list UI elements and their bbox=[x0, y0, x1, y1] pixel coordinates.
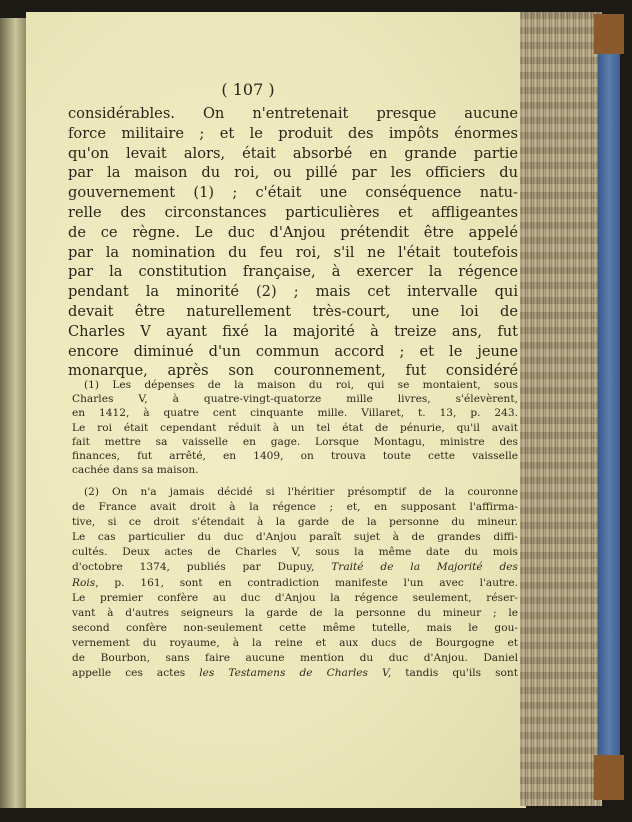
footnote-line: Charles V, à quatre-vingt-quatorze mille livres, s'élevèrent, bbox=[72, 393, 518, 406]
footnote-line: fait mettre sa vaisselle en gage. Lorsque Montagu, ministre des bbox=[72, 435, 518, 448]
footnote-2 bbox=[72, 485, 518, 681]
footnote-line: de France avait droit à la régence ; et, en supposant l'affirma- bbox=[72, 501, 518, 514]
cover-corner-bottom bbox=[594, 755, 624, 800]
footnote-line: tive, si ce droit s'étendait à la garde de la personne du mineur. bbox=[72, 516, 518, 529]
text-line: relle des circonstances particulières et affligeantes bbox=[68, 203, 518, 221]
footnote-text: tandis qu'ils sont bbox=[391, 667, 518, 680]
text-line: de ce règne. Le duc d'Anjou prétendit être appelé bbox=[68, 223, 518, 241]
text-line: par la nomination du feu roi, s'il ne l'était toutefois bbox=[68, 243, 518, 261]
footnote-line: Le premier confère au duc d'Anjou la régence seulement, réser- bbox=[72, 591, 518, 604]
footnote-line: cultés. Deux actes de Charles V, sous la même date du mois bbox=[72, 546, 518, 559]
footnote-line: vernement du royaume, à la reine et aux ducs de Bourgogne et bbox=[72, 636, 518, 649]
footnote-line: Le roi était cependant réduit à un tel état de pénurie, qu'il avait bbox=[72, 421, 518, 434]
text-line: considérables. On n'entretenait presque aucune bbox=[68, 105, 518, 122]
text-line: encore diminué d'un commun accord ; et le jeune bbox=[68, 342, 518, 360]
footnote-line: de Bourbon, sans faire aucune mention du duc d'Anjou. Daniel bbox=[72, 652, 518, 665]
cover-corner-top bbox=[594, 14, 624, 54]
page-block-shading bbox=[520, 12, 602, 806]
footnote-line bbox=[72, 560, 518, 575]
footnote-text: appelle ces actes bbox=[72, 667, 200, 680]
text-line: par la constitution française, à exercer la régence bbox=[68, 263, 518, 281]
facing-page-edge bbox=[0, 18, 26, 808]
main-text bbox=[68, 104, 518, 381]
text-line: qu'on levait alors, était absorbé en grande partie bbox=[68, 144, 518, 162]
text-line: gouvernement (1) ; c'était une conséquence natu- bbox=[68, 184, 518, 202]
footnote-line: (2) On n'a jamais décidé si l'héritier présomptif de la couronne bbox=[84, 486, 518, 498]
footnote-text: d'octobre 1374, publiés par Dupuy, bbox=[72, 561, 332, 574]
footnote-line: (1) Les dépenses de la maison du roi, qui se montaient, sous bbox=[84, 379, 518, 391]
book-title-italic: Rois bbox=[72, 576, 96, 589]
book-cover bbox=[598, 40, 620, 770]
book-title-italic: Traité de la Majorité des bbox=[331, 561, 518, 574]
footnote-1 bbox=[72, 378, 518, 477]
footnote-line: second confère non-seulement cette même tutelle, mais le gou- bbox=[72, 621, 518, 634]
text-line: par la maison du roi, ou pillé par les officiers du bbox=[68, 164, 518, 182]
footnote-line bbox=[72, 666, 518, 681]
footnote-line: Le cas particulier du duc d'Anjou paraît sujet à de grandes diffi- bbox=[72, 531, 518, 544]
page-number: ( 107 ) bbox=[221, 80, 275, 99]
text-line: pendant la minorité (2) ; mais cet intervalle qui bbox=[68, 283, 518, 301]
footnote-line: vant à d'autres seigneurs la garde de la personne du mineur ; le bbox=[72, 606, 518, 619]
footnote-text: , p. 161, sont en contradiction manifeste l'un avec l'autre. bbox=[95, 576, 518, 589]
text-line: force militaire ; et le produit des impôts énormes bbox=[68, 124, 518, 142]
footnote-line: en 1412, à quatre cent cinquante mille. Villaret, t. 13, p. 243. bbox=[72, 407, 518, 420]
text-line: monarque, après son couronnement, fut considéré bbox=[68, 362, 518, 380]
text-line: devait être naturellement très-court, une loi de bbox=[68, 302, 518, 320]
footnote-line: finances, fut arrêté, en 1409, on trouva toute cette vaisselle bbox=[72, 449, 518, 462]
footnote-line: cachée dans sa maison. bbox=[72, 464, 199, 477]
footnote-line bbox=[72, 576, 518, 591]
book-title-italic: les Testamens de Charles V, bbox=[199, 667, 392, 680]
text-line: Charles V ayant fixé la majorité à treize ans, fut bbox=[68, 322, 518, 340]
